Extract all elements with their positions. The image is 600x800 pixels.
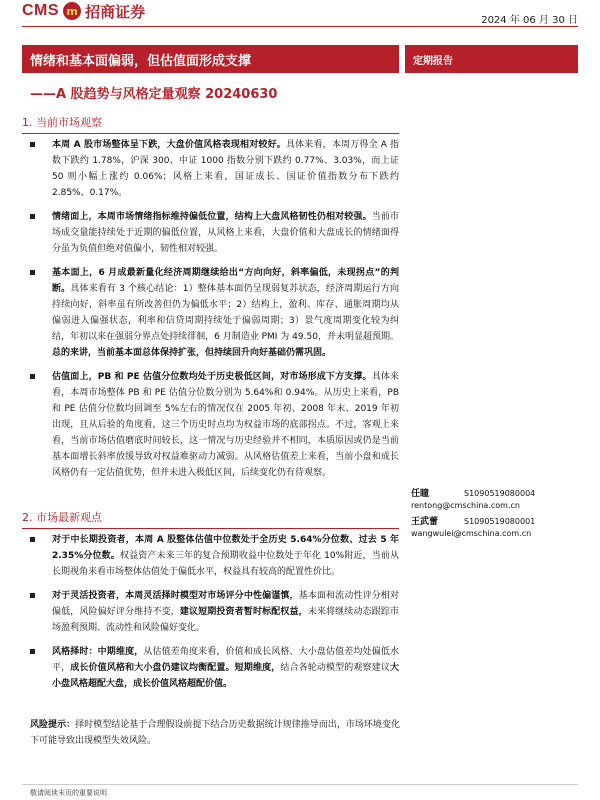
list-item — [22, 265, 399, 361]
square-bullet-icon — [30, 649, 35, 654]
list-item — [22, 137, 399, 201]
report-title-bar — [22, 45, 399, 73]
logo-seal-icon: m — [63, 2, 81, 20]
item-text: 权益资产未来三年的复合预期收益中位数处于年化 10%附近，当前从长期视角来看市场整体估值处于偏低水平，权益具有较高的配置性价比。 — [52, 551, 399, 577]
item-bold-tail: 总的来讲，当前基本面总体保持扩张，但持续回升向好基础仍需巩固。 — [52, 348, 332, 358]
analyst-block — [411, 516, 535, 540]
item-bold-tail: 成长价值风格和大小盘仍建议均衡配置。短期维度， — [70, 663, 281, 673]
footer-note: 敬请阅读末页的重要说明 — [30, 789, 107, 797]
footer-divider — [22, 784, 578, 785]
item-text: 从估值差角度来看，价值和成长风格、大小盘估值差均处偏低水平， — [52, 647, 399, 673]
analyst-email[interactable]: wangwulei@cmschina.com.cn — [411, 529, 532, 538]
report-type: 定期报告 — [413, 55, 453, 67]
analyst-email[interactable]: rentong@cmschina.com.cn — [411, 501, 520, 510]
square-bullet-icon — [30, 214, 35, 219]
analyst-block — [411, 488, 535, 512]
item-bold-tail: 建议短期投资者暂时标配权益， — [179, 607, 308, 617]
item-bold-lead: 本周 A 股市场整体呈下跌，大盘价值风格表现相对较好。 — [52, 140, 286, 150]
report-subtitle: ——A 股趋势与风格定量观察 20240630 — [30, 87, 278, 102]
square-bullet-icon — [30, 270, 35, 275]
list-item — [22, 209, 399, 257]
square-bullet-icon — [30, 537, 35, 542]
analyst-name: 王武蕾 — [411, 517, 439, 527]
item-bold-lead: 情绪面上，本周市场情绪指标维持偏低位置，结构上大盘风格韧性仍相对较强。 — [52, 212, 372, 222]
analyst-license: S1090519080004 — [464, 489, 536, 498]
risk-label: 风险提示： — [30, 720, 76, 730]
item-bold-end: 大小盘风格超配大盘，成长价值风格超配价值。 — [52, 663, 399, 689]
risk-warning — [30, 717, 400, 749]
item-bold-lead: 对于中长期投资者，本周 A 股整体估值中位数处于全历史 5.64%分位数、过去 5 年 2.35%分位数。 — [52, 535, 399, 561]
section-heading-latest-view: 2. 市场最新观点 — [22, 509, 399, 529]
section-heading-market-observation: 1. 当前市场观察 — [22, 114, 399, 134]
item-text: 基本面和流动性评分相对偏低，风险偏好评分维持不变， — [52, 591, 399, 617]
square-bullet-icon — [30, 374, 35, 379]
square-bullet-icon — [30, 593, 35, 598]
square-bullet-icon — [30, 142, 35, 147]
logo-chinese: 招商证券 — [85, 2, 146, 21]
company-logo — [22, 0, 145, 22]
list-item — [22, 532, 399, 580]
report-title: 情绪和基本面偏弱，但估值面形成支撑 — [30, 53, 252, 69]
report-type-bar — [405, 45, 578, 73]
item-bold-lead: 估值面上，PB 和 PE 估值分位数均处于历史极低区间，对市场形成下方支撑。 — [52, 372, 372, 382]
section2-list — [22, 532, 399, 700]
item-text-tail: 未来将继续动态跟踪市场盈利预期、流动性和风险偏好变化。 — [52, 607, 399, 633]
list-item — [22, 588, 399, 636]
item-lead-label: 风格择时： — [52, 647, 98, 657]
item-text: 当前市场成交量能持续处于近期的偏低位置，从风格上来看，大盘价值和大盘成长的情绪面得分虽为负值但绝对值偏小，韧性相对较强。 — [52, 212, 399, 254]
item-text: 具体来看，本周市场整体 PB 和 PE 估值分位数分别为 5.64%和 0.94%。从历史上来看，PB 和 PE 估值分位数均回调至 5%左右的情况仅在 2005 年初、2008 年末、2019 年初出现，且从后验的角度看，这三个历史时点均为权益市场的底部拐点。不过，客观上来看，当前市场估值磨底时间较长，这一情况与历史经验并不相同，本质原因或仍是当前基本面增长斜率放缓导致对权益难驱动力减弱。从风格估值差上来看，当前小盘和成长风格仍有一定估值优势，但并未进入极低区间，后续变化仍有待观察。 — [52, 372, 399, 478]
item-text: 具体来看，本周万得全 A 指数下跌约 1.78%，沪深 300、中证 1000 指数分别下跌约 0.77%、3.03%，而上证 50 则小幅上涨约 0.06%；风格上来看，国证成长、国证价值指数分布下跌约 2.85%、0.17%。 — [52, 140, 399, 198]
item-text: 具体来看有 3 个核心结论：1）整体基本面仍呈现弱复苏状态，经济周期运行方向持续向好，斜率虽有所改善但仍为偏低水平；2）结构上，盈利、库存、通胀周期均从偏弱进入偏强状态，利率和信贷周期持续处于偏弱周期；3）景气度周期变化较为纠结，年初以来在强弱分界点处持续徘徊，6 月制造业 PMI 为 49.50，并未明显超预期。 — [52, 284, 399, 342]
analyst-license: S1090519080001 — [464, 517, 536, 526]
section1-list — [22, 137, 399, 489]
list-item — [22, 644, 399, 692]
item-bold-lead: 基本面上，6 月成最新量化经济周期继续给出“方向向好，斜率偏低，未现拐点”的判断。 — [52, 268, 399, 294]
logo-latin: CMS — [22, 2, 60, 19]
risk-text: 择时模型结论基于合理假设前提下结合历史数据统计规律推导而出，市场环境变化下可能导致出现模型失效风险。 — [30, 720, 400, 746]
item-text-tail: 结合各轮动模型的观察建议 — [280, 663, 390, 673]
item-bold-lead: 中期维度， — [97, 647, 144, 657]
analyst-name: 任瞳 — [411, 489, 430, 499]
report-date: 2024 年 06 月 30 日 — [481, 15, 578, 26]
header-divider — [22, 26, 578, 27]
item-bold-lead: 对于灵活投资者，本周灵活择时模型对市场评分中性偏谨慎， — [52, 591, 299, 601]
list-item — [22, 369, 399, 481]
